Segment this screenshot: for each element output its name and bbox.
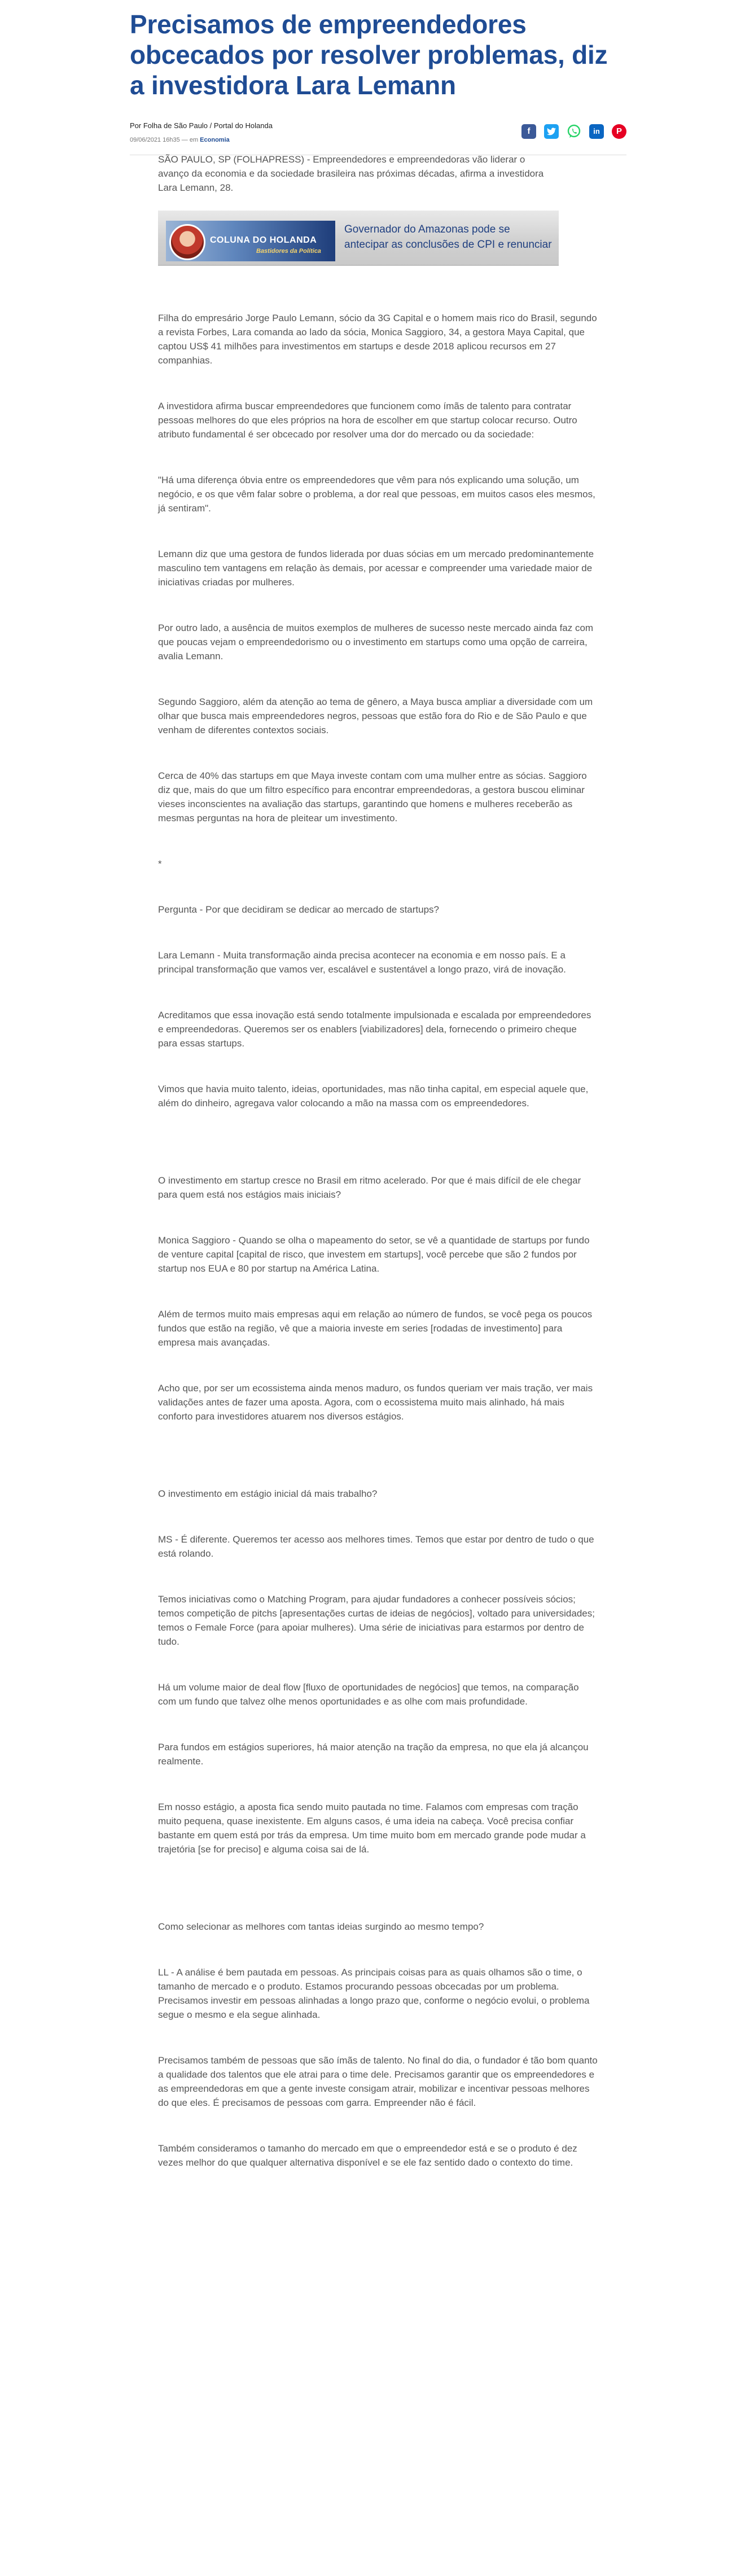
share-bar	[521, 124, 626, 139]
paragraph: Também consideramos o tamanho do mercado em que o empreendedor está e se o produto é dez vezes melhor do que qualquer alternativa disponível e se ele faz sentido dado o contexto do time.	[158, 2143, 577, 2168]
columnist-avatar	[169, 224, 205, 260]
twitter-icon	[547, 128, 556, 135]
pinterest-share-button[interactable]	[612, 124, 626, 139]
question: Como selecionar as melhores com tantas ideias surgindo ao mesmo tempo?	[158, 1921, 484, 1932]
paragraph: "Há uma diferença óbvia entre os empreendedores que vêm para nós explicando uma solução, um negócio, e os que vêm falar sobre o problema, a dor real que pessoas, em muitos casos eles mesmos, já sentiram".	[158, 475, 595, 514]
paragraph: Cerca de 40% das startups em que Maya investe contam com uma mulher entre as sócias. Saggioro diz que, mais do que um filtro específico para encontrar empreendedoras, a gestora buscou eliminar vieses inconscientes na avaliação das startups, garantindo que homens e mulheres receberão as mesmas perguntas na hora de pleitear um investimento.	[158, 770, 587, 823]
paragraph: Em nosso estágio, a aposta fica sendo muito pautada no time. Falamos com empresas com tração muito pequena, quase inexistente. Em alguns casos, é uma ideia na cabeça. Você precisa confiar bastante em quem está por trás da empresa. Um time muito bom em mercado grande pode mudar a trajetória [se for preciso] e alguma coisa sai de lá.	[158, 1802, 586, 1855]
column-tagline: Bastidores da Política	[256, 248, 321, 255]
section-separator: *	[158, 858, 162, 869]
category-link[interactable]: Economia	[200, 137, 230, 143]
banner-headline[interactable]: Governador do Amazonas pode se antecipar as conclusões de CPI e renunciar	[344, 224, 552, 251]
paragraph: LL - A análise é bem pautada em pessoas. As principais coisas para as quais olhamos são o time, o tamanho de mercado e o produto. Estamos procurando pessoas obcecadas por um problema. Precisamos investir em pessoas alinhadas a longo prazo que, conforme o negócio evolui, o problema segue o mesmo e ela segue alinhada.	[158, 1967, 590, 2020]
paragraph: A investidora afirma buscar empreendedores que funcionem como ímãs de talento para contratar pessoas melhores do que eles próprios na hora de escolher em que startup colocar recurso. Outro atributo fundamental é ser obcecado por resolver uma dor do mercado ou da sociedade:	[158, 401, 577, 440]
paragraph: Acreditamos que essa inovação está sendo totalmente impulsionada e escalada por empreendedores e empreendedoras. Queremos ser os enablers [viabilizadores] dela, fornecendo o primeiro cheque para essas startups.	[158, 1010, 591, 1049]
byline: Por Folha de São Paulo / Portal do Holanda	[130, 121, 273, 130]
publish-date: 09/06/2021 16h35	[130, 137, 180, 143]
whatsapp-share-button[interactable]	[567, 124, 581, 139]
pinterest-icon: P	[616, 126, 622, 136]
paragraph: Acho que, por ser um ecossistema ainda menos maduro, os fundos queriam ver mais tração, ver mais validações antes de fazer uma aposta. Agora, com o ecossistema muito mais alinhado, há mais conforto para investidores atuarem nos diversos estágios.	[158, 1383, 593, 1422]
article-meta	[130, 121, 626, 152]
article-header	[130, 0, 626, 155]
paragraph: Além de termos muito mais empresas aqui em relação ao número de fundos, se você pega os poucos fundos que estão na região, vê que a maioria investe em series [rodadas de investimento] para empresa mais avançadas.	[158, 1309, 593, 1348]
paragraph: MS - É diferente. Queremos ter acesso aos melhores times. Temos que estar por dentro de tudo o que está rolando.	[158, 1534, 594, 1559]
question: O investimento em estágio inicial dá mais trabalho?	[158, 1488, 378, 1499]
facebook-icon: f	[527, 126, 531, 136]
column-banner[interactable]	[158, 211, 559, 266]
date-separator: — em	[181, 137, 199, 143]
paragraph: Temos iniciativas como o Matching Program, para ajudar fundadores a conhecer possíveis sócios; temos competição de pitchs [apresentações curtas de ideias de negócios], voltado para universidades; temos o Female Force (para apoiar mulheres). Uma série de iniciativas para estarmos por dentro de tudo.	[158, 1594, 595, 1647]
facebook-share-button[interactable]	[521, 124, 536, 139]
column-name: COLUNA DO HOLANDA	[210, 235, 317, 245]
paragraph: Segundo Saggioro, além da atenção ao tema de gênero, a Maya busca ampliar a diversidade com um olhar que busca mais empreendedores negros, pessoas que estão fora do Rio e de São Paulo e que venham de diferentes contextos sociais.	[158, 696, 593, 735]
question: Pergunta - Por que decidiram se dedicar ao mercado de startups?	[158, 904, 439, 915]
article-body	[158, 152, 598, 2170]
paragraph: SÃO PAULO, SP (FOLHAPRESS) - Empreendedores e empreendedoras vão liderar o avanço da economia e da sociedade brasileira nas próximas décadas, afirma a investidora Lara Lemann, 28.	[158, 154, 544, 193]
page-title: Precisamos de empreendedores obcecados por resolver problemas, diz a investidora Lara Lemann	[130, 10, 608, 100]
paragraph: Lara Lemann - Muita transformação ainda precisa acontecer na economia e em nosso país. E a principal transformação que vamos ver, escalável e sustentável a longo prazo, virá de inovação.	[158, 950, 566, 975]
twitter-share-button[interactable]	[544, 124, 559, 139]
paragraph: Vimos que havia muito talento, ideias, oportunidades, mas não tinha capital, em especial aquele que, além do dinheiro, agregava valor colocando a mão na massa com os empreendedores.	[158, 1084, 589, 1109]
paragraph: Para fundos em estágios superiores, há maior atenção na tração da empresa, no que ela já alcançou realmente.	[158, 1742, 589, 1767]
whatsapp-icon	[567, 124, 581, 139]
question: O investimento em startup cresce no Brasil em ritmo acelerado. Por que é mais difícil de ele chegar para quem está nos estágios mais iniciais?	[158, 1175, 581, 1200]
paragraph: Há um volume maior de deal flow [fluxo de oportunidades de negócios] que temos, na comparação com um fundo que talvez olhe menos oportunidades e as olhe com mais profundidade.	[158, 1682, 579, 1707]
paragraph: Filha do empresário Jorge Paulo Lemann, sócio da 3G Capital e o homem mais rico do Brasil, segundo a revista Forbes, Lara comanda ao lado da sócia, Monica Saggioro, 34, a gestora Maya Capital, que captou US$ 41 milhões para investimentos em startups e desde 2018 aplicou recursos em 27 companhias.	[158, 313, 597, 366]
paragraph: Precisamos também de pessoas que são ímãs de talento. No final do dia, o fundador é tão bom quanto a qualidade dos talentos que ele atrai para o time dele. Precisamos garantir que os empreendedores e as empreendedoras em que a gente investe consigam atrair, mobilizar e incentivar pessoas melhores do que eles. É precisamos de pessoas com garra. Empreender não é fácil.	[158, 2055, 598, 2108]
column-badge	[166, 221, 335, 261]
paragraph: Monica Saggioro - Quando se olha o mapeamento do setor, se vê a quantidade de startups por fundo de venture capital [capital de risco, que investem em startups], você percebe que são 2 fundos por startup nos EUA e 80 por startup na América Latina.	[158, 1235, 590, 1274]
linkedin-share-button[interactable]	[589, 124, 604, 139]
linkedin-icon: in	[593, 127, 600, 135]
paragraph: Lemann diz que uma gestora de fundos liderada por duas sócias em um mercado predominantemente masculino tem vantagens em relação às demais, por acessar e compreender uma variedade maior de iniciativas criadas por mulheres.	[158, 549, 594, 588]
paragraph: Por outro lado, a ausência de muitos exemplos de mulheres de sucesso neste mercado ainda faz com que poucas vejam o empreendedorismo ou o investimento em startups como uma opção de carreira, avalia Lemann.	[158, 623, 594, 661]
